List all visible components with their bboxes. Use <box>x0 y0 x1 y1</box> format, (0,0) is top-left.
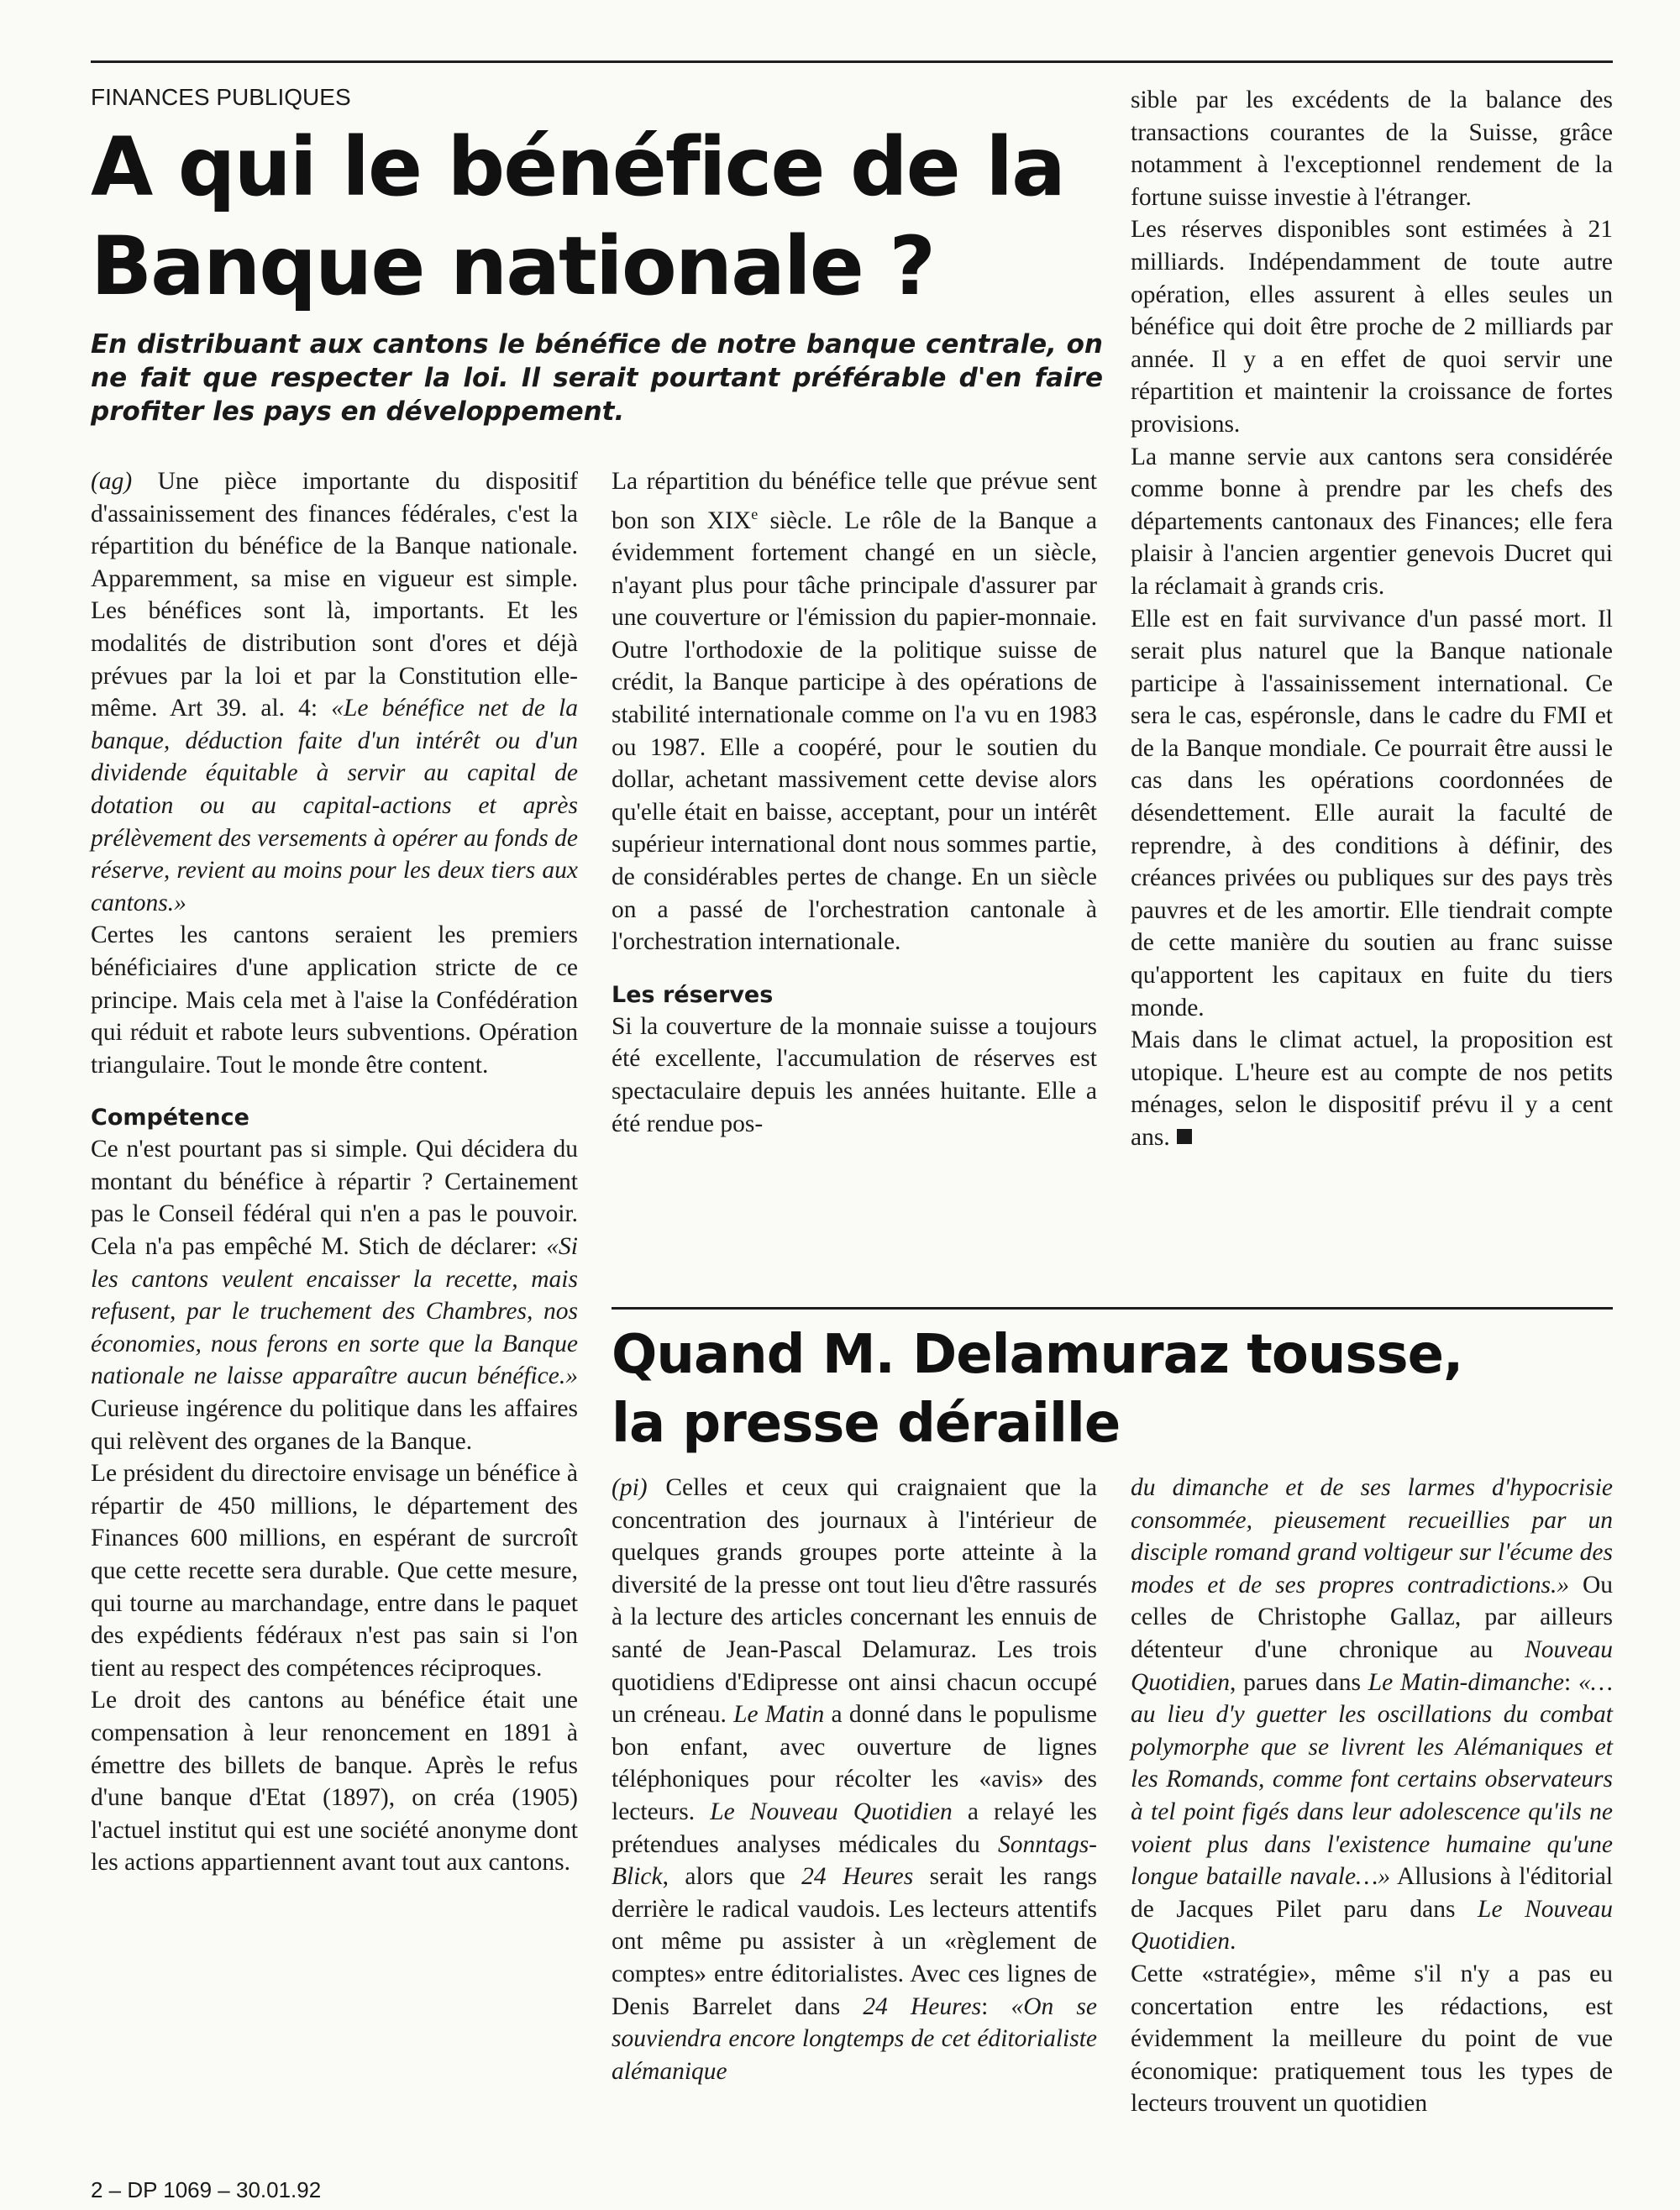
author-tag: (pi) <box>612 1474 648 1501</box>
paragraph <box>612 1472 1097 2087</box>
barrelet-quote-continued: du dimanche et de ses larmes d'hypocrisie consommée, pieusement recueillies par un disciple romand grand voltigeur sur l'écume des modes et de ses propres contradictions.» <box>1131 1474 1613 1598</box>
gallaz-quote: «… au lieu d'y guetter les oscillations du combat polymorphe que se livrent les Alémaniques et les Romands, comme font certains observateurs à tel point figés dans leur adolescence qu'ils ne voient plus dans l'existence humaine qu'une longue bataille navale…» <box>1131 1668 1613 1891</box>
superscript: e <box>751 505 759 522</box>
article2-column-2 <box>1131 1472 1613 2120</box>
article-title-line2: Banque nationale ? <box>91 219 935 313</box>
paragraph: La manne servie aux cantons sera considérée comme bonne à prendre par les chefs des départements cantonaux des Finances; elle fera plaisir à l'ancien argentier genevois Ducret qui la réclamait à grands cris. <box>1131 443 1613 600</box>
paragraph: Les réserves disponibles sont estimées à 21 milliards. Indépendamment de toute autre opération, elles assurent à elles seules un bénéfice qui doit être proche de 2 milliards par année. Il y a en effet de quoi servir une répartition et maintenir la croissance de fortes provisions. <box>1131 216 1613 438</box>
text: Ce n'est pourtant pas si simple. Qui décidera du montant du bénéfice à répartir ? Certainement pas le Conseil fédéral qui n'en a pas le pouvoir. Cela n'a pas empêché M. Stich de déclarer: <box>91 1136 578 1261</box>
article1-column-2 <box>612 465 1097 1140</box>
text: serait les rangs derrière le radical vaudois. Les lecteurs attentifs ont même pu assister à un «règlement de comptes» entre éditorialistes. Avec ces lignes de Denis Barrelet dans <box>612 1863 1097 2020</box>
text: a relayé les prétendues analyses médicales du <box>612 1798 1097 1858</box>
paragraph: Elle est en fait survivance d'un passé mort. Il serait plus naturel que la Banque nationale participe à l'assainissement international. Ce sera le cas, espéronsle, dans le cadre du FMI et de la Banque mondiale. Ce pourrait être aussi le cas dans les opérations coordonnées de désendettement. Elle aurait la faculté de reprendre, à des conditions à définir, des créances privées ou publiques sur des pays très pauvres et de les amortir. Elle tiendrait compte de cette manière du soutien au franc suisse qu'apportent les capitaux en fuite du tiers monde. <box>1131 605 1613 1021</box>
text: Mais dans le climat actuel, la proposition est utopique. L'heure est au compte de nos petits ménages, selon le dispositif prévu il y a cent ans. <box>1131 1026 1613 1151</box>
paragraph <box>91 465 578 919</box>
text: Celles et ceux qui craignaient que la concentration des journaux à l'intérieur de quelques grands groupes porte atteinte à la diversité de la presse ont tout lieu d'être rassurés à la lecture des articles concernant les ennuis de santé de Jean-Pascal Delamuraz. Les trois quotidiens d'Edipresse ont ainsi chacun occupé un créneau. <box>612 1474 1097 1729</box>
text: , parues dans <box>1230 1668 1368 1696</box>
subheading-reserves: Les réserves <box>612 981 774 1008</box>
text: : <box>1564 1668 1579 1696</box>
article1-column-1 <box>91 465 578 1879</box>
paragraph <box>91 1133 578 1457</box>
text: . <box>1230 1928 1236 1955</box>
paragraph: Cette «stratégie», même s'il n'y a pas eu concertation entre les rédactions, est évidemment la meilleure du point de vue économique: pratiquement tous les types de lecteurs trouvent un quotidien <box>1131 1960 1613 2118</box>
publication-name: Le Nouveau Quotidien <box>1131 1895 1613 1955</box>
text: La répartition du bénéfice telle que prévue sent bon son XIX <box>612 468 1097 534</box>
publication-name: 24 Heures <box>863 1992 982 2020</box>
article2-title <box>612 1320 1613 1458</box>
paragraph: Certes les cantons seraient les premiers bénéficiaires d'une application stricte de ce principe. Mais cela met à l'aise la Confédération qui réduit et rabote leurs subventions. Opération triangulaire. Tout le monde être content. <box>91 921 578 1079</box>
subheading-competence: Compétence <box>91 1105 249 1131</box>
publication-name: Le Matin-dimanche <box>1368 1668 1565 1696</box>
publication-name: Le Matin <box>733 1701 825 1729</box>
barrelet-quote: «On se souviendra encore longtemps de cet éditorialiste alémanique <box>612 1992 1097 2085</box>
text: siècle. Le rôle de la Banque a évidemment fortement changé en un siècle, n'ayant plus pour tâche principale d'assurer par une couverture or l'émission du papier-monnaie. Outre l'orthodoxie de la politique suisse de crédit, la Banque participe à des opérations de stabilité internationale comme on l'a vu en 1983 ou 1987. Elle a coopéré, pour le soutien du dollar, achetant massivement cette devise alors qu'elle était en baisse, acceptant, pour un intérêt supérieur international dont nous sommes partie, de considérables pertes de change. En un siècle on a passé de l'orchestration cantonale à l'orchestration internationale. <box>612 507 1097 956</box>
top-rule <box>91 60 1613 63</box>
constitution-quote: «Le bénéfice net de la banque, déduction faite d'un intérêt ou d'un dividende équitable à servir au capital de dotation ou au capital-actions et après prélèvement des versements à opérer au fonds de réserve, revient au moins pour les deux tiers aux cantons.» <box>91 695 578 916</box>
paragraph <box>612 465 1097 958</box>
publication-name: Le Nouveau Quotidien <box>710 1798 953 1825</box>
article2-title-line2: la presse déraille <box>612 1393 1121 1455</box>
paragraph: Si la couverture de la monnaie suisse a toujours été excellente, l'accumulation de réserves est spectaculaire depuis les années huitante. Elle a été rendue pos- <box>612 1012 1097 1137</box>
text: Curieuse ingérence du politique dans les affaires qui relèvent des organes de la Banque. <box>91 1395 578 1455</box>
text: Une pièce importante du dispositif d'assainissement des finances fédérales, c'est la répartition du bénéfice de la Banque nationale. Apparemment, sa mise en vigueur est simple. Les bénéfices sont là, importants. Et les modalités de distribution sont d'ores et déjà prévues par la loi et par la Constitution elle-même. Art 39. al. 4: <box>91 468 578 722</box>
text: Allusions à l'éditorial de Jacques Pilet paru dans <box>1131 1863 1614 1923</box>
text: : <box>981 1992 1011 2020</box>
paragraph: Le droit des cantons au bénéfice était une compensation à leur renoncement en 1891 à émettre des billets de banque. Après le refus d'une banque d'Etat (1897), on créa (1905) l'actuel institut qui est une société anonyme dont les actions appartiennent avant tout aux cantons. <box>91 1687 578 1877</box>
article-title <box>91 118 1124 316</box>
article1-column-3 <box>1131 84 1613 1154</box>
paragraph <box>1131 1024 1613 1153</box>
text: , alors que <box>662 1863 802 1891</box>
page-folio: 2 – DP 1069 – 30.01.92 <box>91 2177 322 2202</box>
text: Ou celles de Christophe Gallaz, par ailleurs détenteur d'une chronique au <box>1131 1571 1614 1663</box>
article2-rule <box>612 1307 1613 1310</box>
stich-quote: «Si les cantons veulent encaisser la recette, mais refusent, par le truchement des Chambres, nos économies, nous ferons en sorte que la Banque nationale ne laisse apparaître aucun bénéfice.» <box>91 1233 578 1390</box>
publication-name: 24 Heures <box>801 1863 914 1891</box>
publication-name: Sonntags-Blick <box>612 1830 1097 1891</box>
article-lead: En distribuant aux cantons le bénéfice de notre banque centrale, on ne fait que respecter la loi. Il serait pourtant préférable d'en faire profiter les pays en développement. <box>91 329 1103 427</box>
paragraph <box>1131 1472 1613 1958</box>
text: a donné dans le populisme bon enfant, avec ouverture de lignes téléphoniques pour récolter les «avis» des lecteurs. <box>612 1701 1097 1825</box>
section-rubric: FINANCES PUBLIQUES <box>91 84 351 110</box>
article2-column-1 <box>612 1472 1097 2087</box>
paragraph: sible par les excédents de la balance des transactions courantes de la Suisse, grâce notamment à l'exceptionnel rendement de la fortune suisse investie à l'étranger. <box>1131 87 1613 211</box>
end-of-article-icon <box>1177 1129 1192 1144</box>
author-tag: (ag) <box>91 468 133 495</box>
article2-title-line1: Quand M. Delamuraz tousse, <box>612 1324 1463 1386</box>
publication-name: Nouveau Quotidien <box>1131 1635 1613 1696</box>
paragraph: Le président du directoire envisage un bénéfice à répartir de 450 millions, le département des Finances 600 millions, en espérant de surcroît que cette recette sera durable. Que cette mesure, qui tourne au marchandage, entre dans le paquet des expédients fédéraux n'est pas sain si l'on tient au respect des compétences réciproques. <box>91 1460 578 1682</box>
article-title-line1: A qui le bénéfice de la <box>91 120 1064 214</box>
